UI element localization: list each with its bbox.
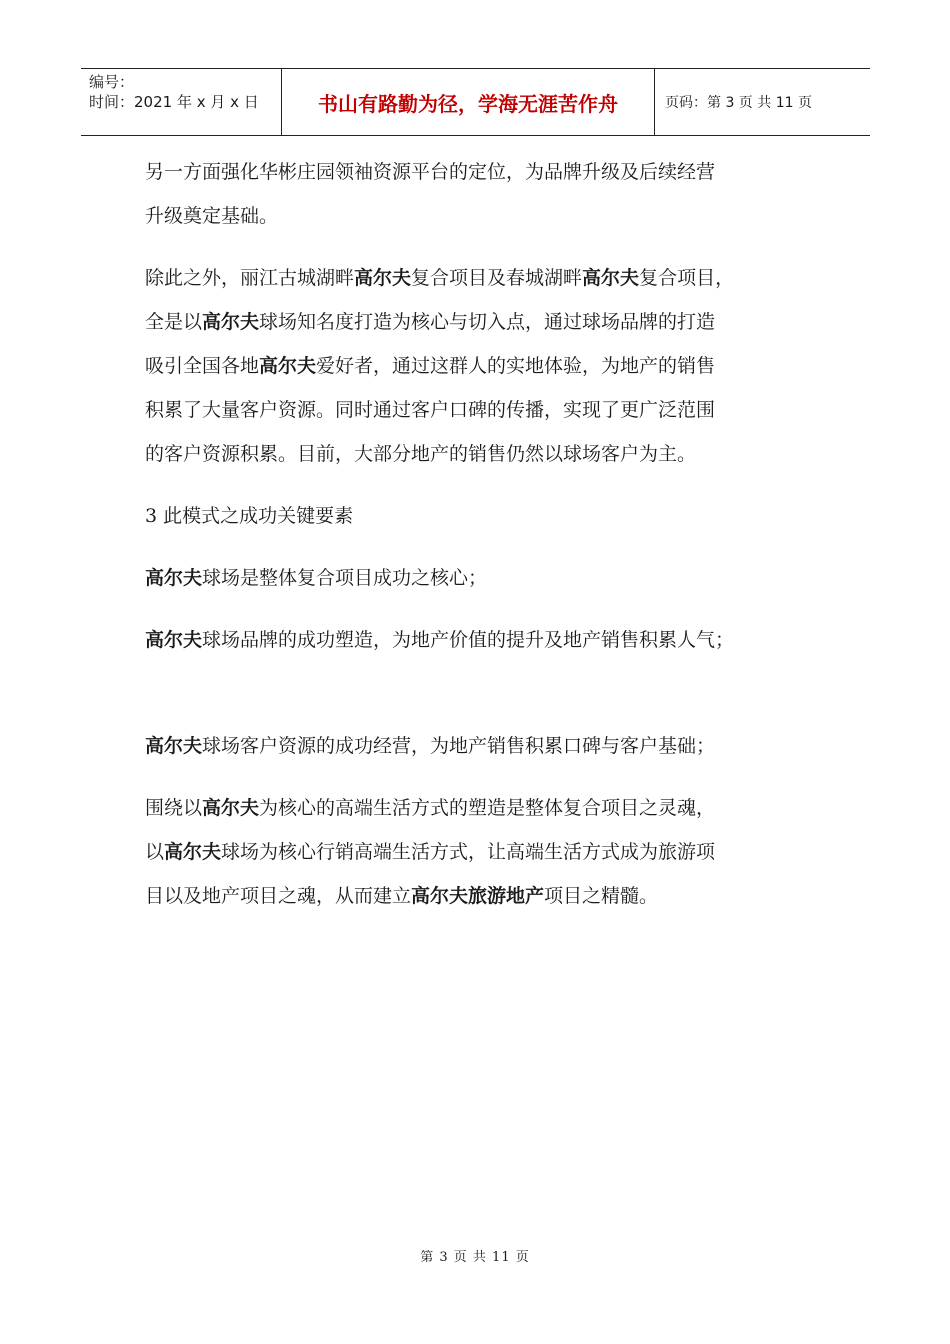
text-run: 球场客户资源的成功经营，为地产销售积累口碑与客户基础； <box>202 735 716 757</box>
keyword-golf: 高尔夫 <box>145 567 203 589</box>
paragraph-line <box>145 432 805 476</box>
keyword-golf: 高尔夫 <box>164 841 222 863</box>
text-run: 复合项目及春城湖畔 <box>411 267 583 289</box>
document-number-label: 编号： <box>89 73 135 91</box>
key-factor-3 <box>145 724 805 768</box>
text-run: 球场品牌的成功塑造，为地产价值的提升及地产销售积累人气； <box>202 629 735 651</box>
key-factor-1 <box>145 556 805 600</box>
text-run: 升级奠定基础。 <box>145 205 279 227</box>
text-run: 为核心的高端生活方式的塑造是整体复合项目之灵魂， <box>259 797 716 819</box>
text-run: 除此之外，丽江古城湖畔 <box>145 267 355 289</box>
keyword-golf-tourism-realestate: 高尔夫旅游地产 <box>411 885 545 907</box>
paragraph-line <box>145 150 805 194</box>
keyword-golf: 高尔夫 <box>354 267 412 289</box>
header-motto: 书山有路勤为径，学海无涯苦作舟 <box>282 69 655 135</box>
text-run: 围绕以 <box>145 797 203 819</box>
keyword-golf: 高尔夫 <box>145 629 203 651</box>
text-run: 爱好者，通过这群人的实地体验，为地产的销售 <box>316 355 716 377</box>
text-run: 以 <box>145 841 165 863</box>
paragraph-line <box>145 874 805 918</box>
text-run: 项目之精髓。 <box>544 885 659 907</box>
page-header <box>81 68 870 136</box>
paragraph-line <box>145 388 805 432</box>
keyword-golf: 高尔夫 <box>259 355 317 377</box>
paragraph-gap <box>145 538 805 556</box>
text-run: 积累了大量客户资源。同时通过客户口碑的传播，实现了更广泛范围 <box>145 399 716 421</box>
paragraph-gap <box>145 768 805 786</box>
text-run: 球场为核心行销高端生活方式，让高端生活方式成为旅游项 <box>221 841 716 863</box>
paragraph-gap <box>145 238 805 256</box>
text-run: 的客户资源积累。目前，大部分地产的销售仍然以球场客户为主。 <box>145 443 697 465</box>
section-heading: 3 此模式之成功关键要素 <box>145 505 354 527</box>
document-date-label: 时间：2021 年 x 月 x 日 <box>89 93 259 111</box>
paragraph-gap <box>145 662 805 724</box>
header-meta-cell <box>81 69 282 135</box>
paragraph-line <box>145 344 805 388</box>
keyword-golf: 高尔夫 <box>202 797 260 819</box>
text-run: 复合项目， <box>639 267 735 289</box>
text-run: 球场是整体复合项目成功之核心； <box>202 567 488 589</box>
text-run: 另一方面强化华彬庄园领袖资源平台的定位，为品牌升级及后续经营 <box>145 161 716 183</box>
text-run: 吸引全国各地 <box>145 355 260 377</box>
text-run: 球场知名度打造为核心与切入点，通过球场品牌的打造 <box>259 311 716 333</box>
keyword-golf: 高尔夫 <box>202 311 260 333</box>
document-body <box>145 150 805 918</box>
paragraph-line <box>145 786 805 830</box>
paragraph-line <box>145 194 805 238</box>
page-footer: 第 3 页 共 11 页 <box>420 1250 530 1265</box>
paragraph-line <box>145 256 805 300</box>
key-factor-2 <box>145 618 805 662</box>
paragraph-line <box>145 830 805 874</box>
text-run: 全是以 <box>145 311 203 333</box>
keyword-golf: 高尔夫 <box>145 735 203 757</box>
keyword-golf: 高尔夫 <box>582 267 640 289</box>
text-run: 目以及地产项目之魂，从而建立 <box>145 885 412 907</box>
paragraph-gap <box>145 476 805 494</box>
header-page-info: 页码：第 3 页 共 11 页 <box>665 95 812 111</box>
paragraph-gap <box>145 600 805 618</box>
paragraph-line <box>145 300 805 344</box>
